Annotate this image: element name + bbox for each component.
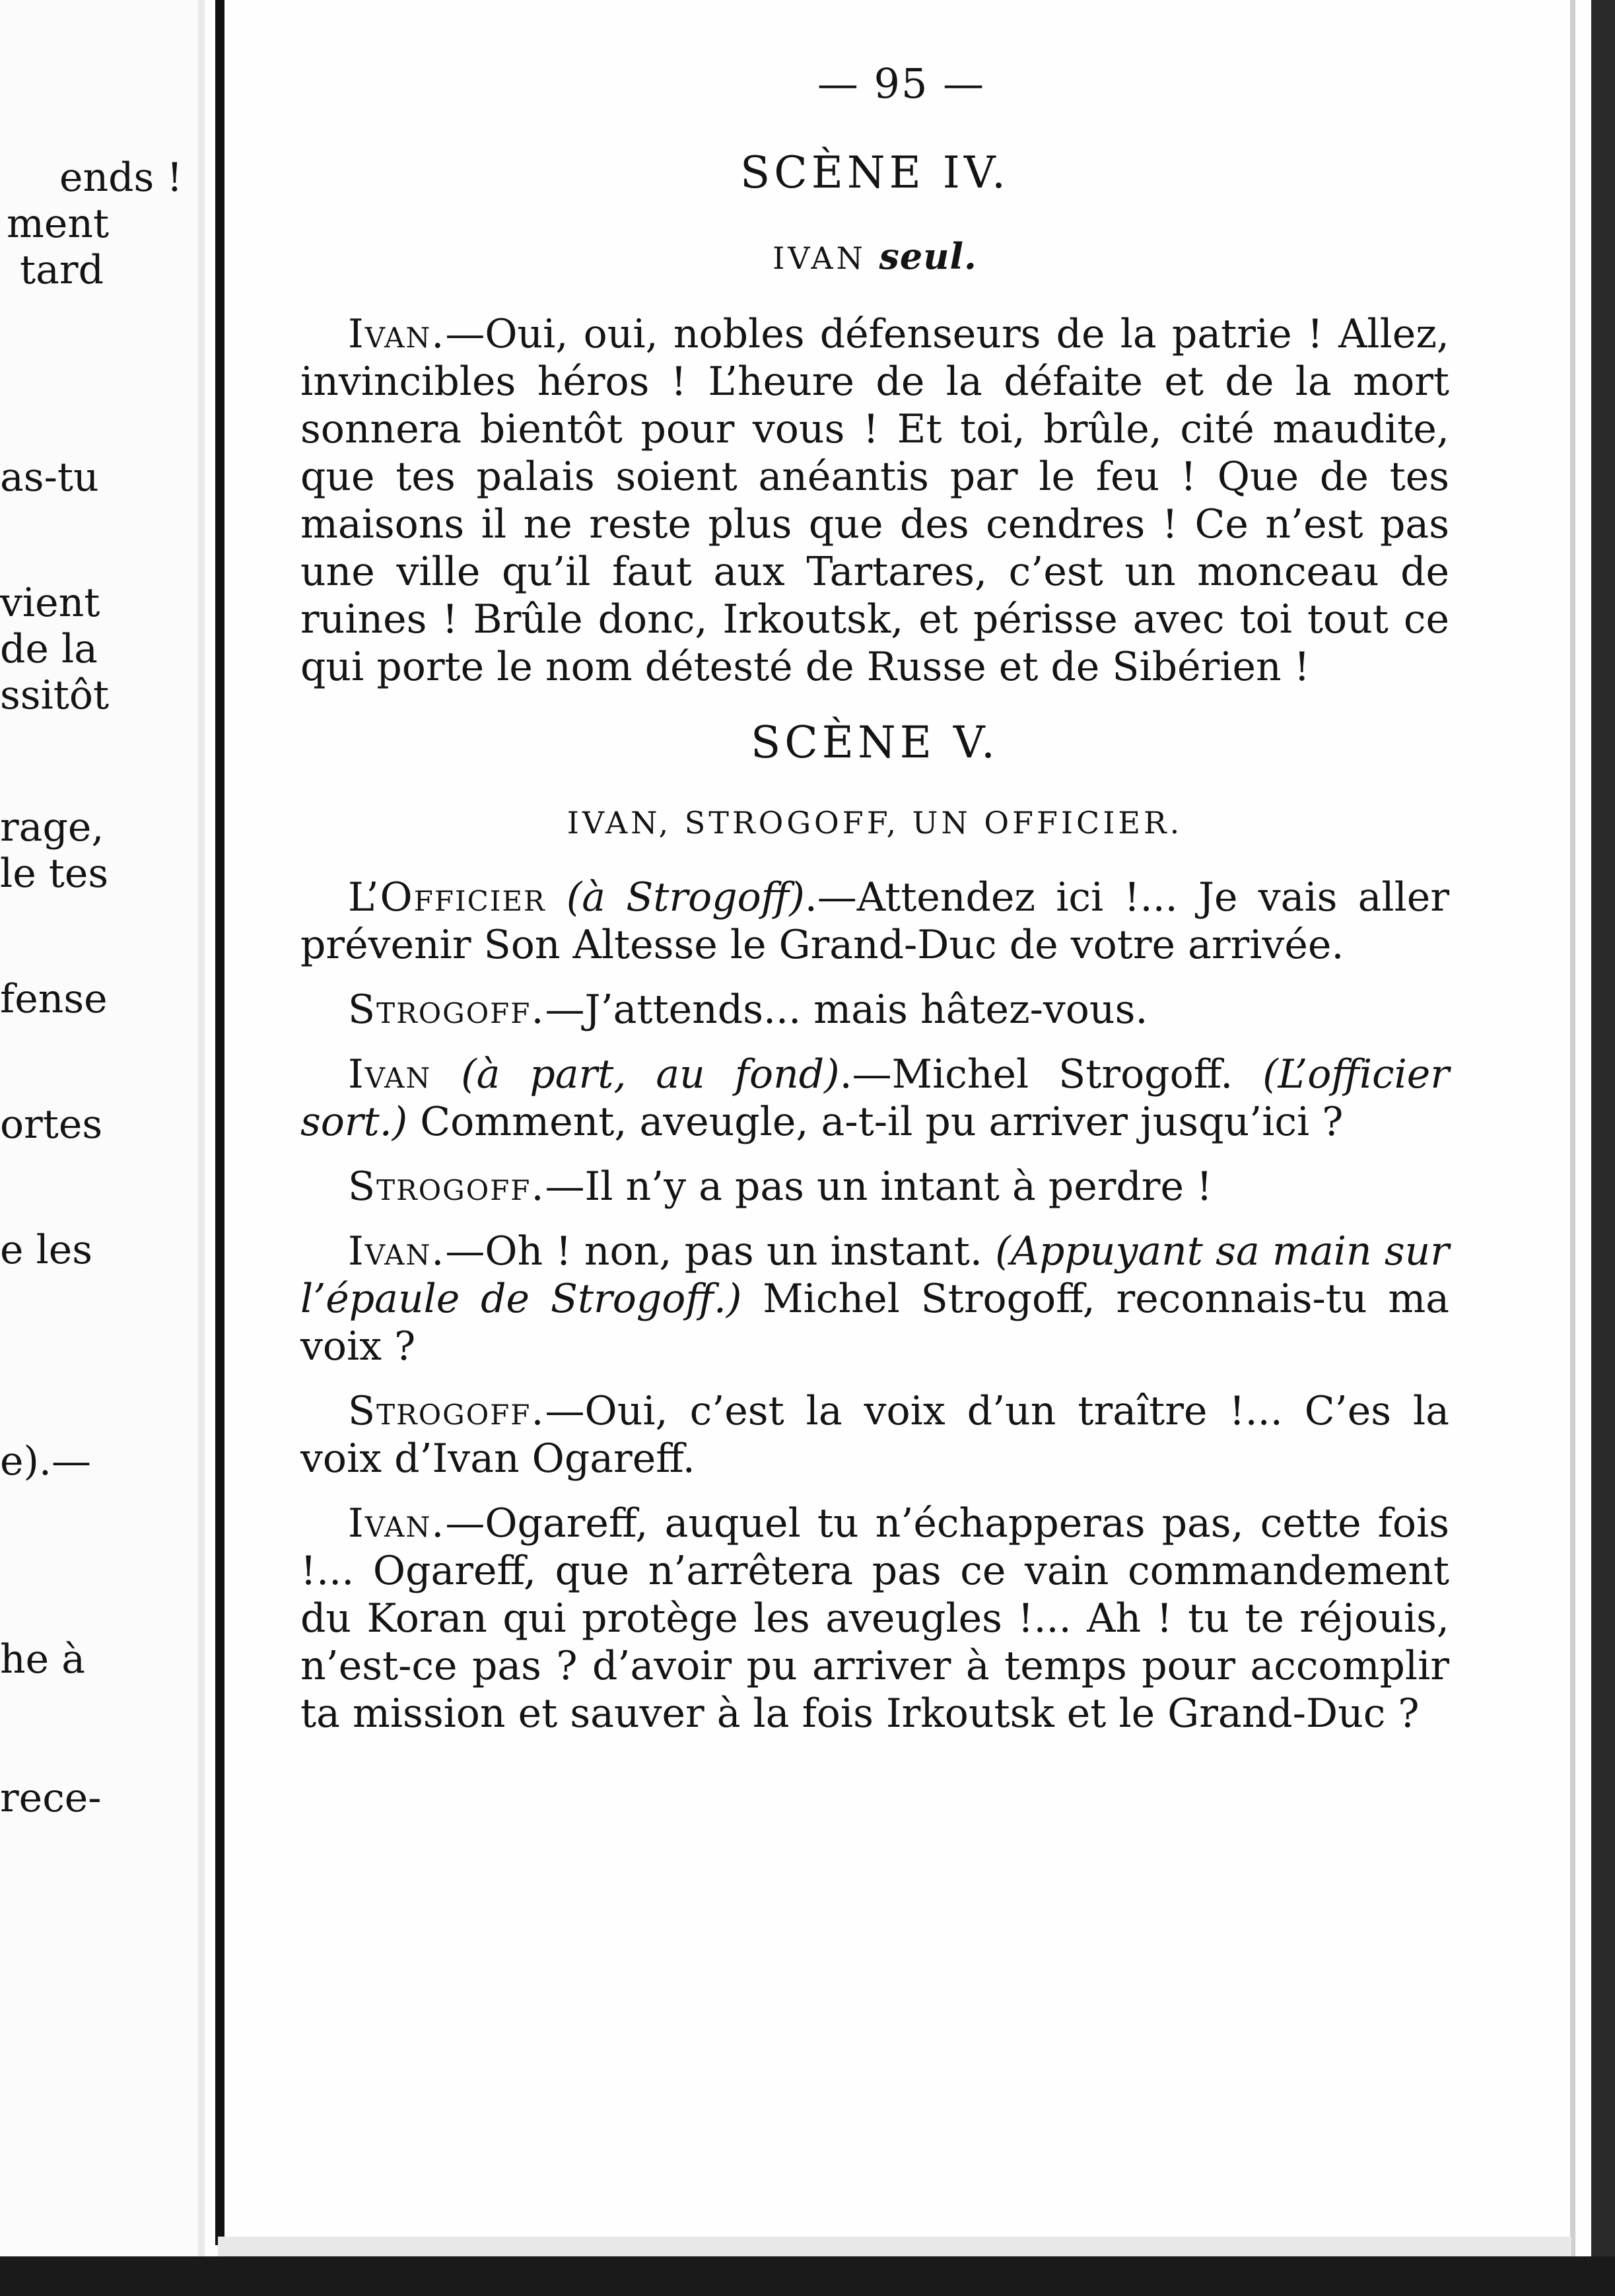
speech-paragraph	[300, 874, 1449, 969]
left-fragment: de la	[0, 626, 98, 672]
left-fragment: tard	[20, 247, 104, 293]
speaker: Ivan.	[348, 1228, 446, 1274]
speech-text: —Oui, c’est la voix d’un traître !... C’es la voix d’Ivan Ogareff.	[300, 1388, 1449, 1482]
left-fragment: fense	[0, 976, 108, 1022]
scene-iv-cast	[300, 235, 1449, 277]
stage-direction: (à part, au fond)	[461, 1051, 840, 1097]
left-fragment: le tes	[0, 851, 109, 897]
speaker: Strogoff.	[348, 1164, 545, 1210]
speech-text: .—Michel Strogoff.	[839, 1051, 1263, 1097]
left-fragment: e).—	[0, 1438, 91, 1484]
speech-text: Michel Strogoff, reconnais-tu ma voix ?	[300, 1276, 1449, 1370]
speech-paragraph	[300, 1500, 1449, 1737]
speech-paragraph	[300, 1163, 1449, 1210]
page-edge	[218, 2237, 1571, 2256]
speech-text: —Oh ! non, pas un instant.	[445, 1228, 996, 1274]
speaker: L’Officier	[348, 874, 546, 921]
left-fragment: ssitôt	[0, 672, 110, 718]
scene-v-cast: IVAN, STROGOFF, UN OFFICIER.	[567, 805, 1183, 841]
speech-text: .—Attendez ici !... Je vais aller prévenir Son Altesse le Grand-Duc de votre arrivée.	[300, 874, 1449, 968]
stage-direction: (à Strogoff)	[566, 874, 805, 921]
left-fragment: ment	[7, 201, 110, 247]
speech-text: Comment, aveugle, a-t-il pu arriver jusqu’ici ?	[407, 1099, 1344, 1145]
speech-paragraph	[300, 1387, 1449, 1482]
left-fragment: vient	[0, 580, 100, 626]
speaker: Strogoff.	[348, 1388, 545, 1434]
speech-text: —Ogareff, auquel tu n’échapperas pas, cette fois !... Ogareff, que n’arrêtera pas ce vain commandement du Koran qui protège les aveugles !... Ah ! tu te réjouis, n’est-ce pas ? d’avoir pu arriver à temps pour accomplir ta mission et sauver à la fois Irkoutsk et le Grand-Duc ?	[300, 1500, 1449, 1737]
page-edge	[198, 0, 205, 2296]
page-number: — 95 —	[817, 59, 986, 108]
speech-paragraph	[300, 986, 1449, 1033]
scan-border	[1591, 0, 1615, 2296]
speaker: Ivan	[348, 1051, 432, 1097]
scene-iv-title: SCÈNE IV.	[740, 147, 1010, 198]
left-fragment: as-tu	[0, 454, 99, 501]
stage-direction: (Appuyant sa main sur l’épaule de Strogoff.)	[300, 1228, 1449, 1322]
cast-name: IVAN	[773, 240, 866, 276]
speech-text: —J’attends... mais hâtez-vous.	[545, 987, 1148, 1033]
speech-text: —Il n’y a pas un intant à perdre !	[545, 1164, 1213, 1210]
left-fragment: rage,	[0, 804, 104, 851]
left-fragment: he à	[0, 1636, 85, 1683]
text-page	[300, 59, 1449, 1755]
cast-note: seul.	[879, 235, 977, 277]
speaker: Ivan.	[348, 1500, 446, 1547]
page-edge	[1570, 0, 1575, 2296]
left-fragment: rece-	[0, 1775, 102, 1821]
left-fragment: e les	[0, 1227, 93, 1273]
scene-v-title: SCÈNE V.	[751, 717, 999, 768]
speaker: Strogoff.	[348, 987, 545, 1033]
left-fragment: ends !	[59, 155, 183, 201]
speech-paragraph	[300, 310, 1449, 691]
left-fragment: ortes	[0, 1101, 103, 1148]
speech-paragraph	[300, 1051, 1449, 1146]
binding-gutter	[215, 0, 224, 2245]
stage-direction: (L’officier sort.)	[300, 1051, 1449, 1145]
scan-border	[0, 2256, 1615, 2296]
left-facing-page	[0, 0, 205, 2296]
speaker: Ivan.	[348, 311, 446, 357]
speech-paragraph	[300, 1228, 1449, 1370]
speech-text: —Oui, oui, nobles défenseurs de la patrie ! Allez, invincibles héros ! L’heure de la défaite et de la mort sonnera bientôt pour vous ! Et toi, brûle, cité maudite, que tes palais soient anéantis par le feu ! Que de tes maisons il ne reste plus que des cendres ! Ce n’est pas une ville qu’il faut aux Tartares, c’est un monceau de ruines ! Brûle donc, Irkoutsk, et périsse avec toi tout ce qui porte le nom détesté de Russe et de Sibérien !	[300, 311, 1449, 690]
